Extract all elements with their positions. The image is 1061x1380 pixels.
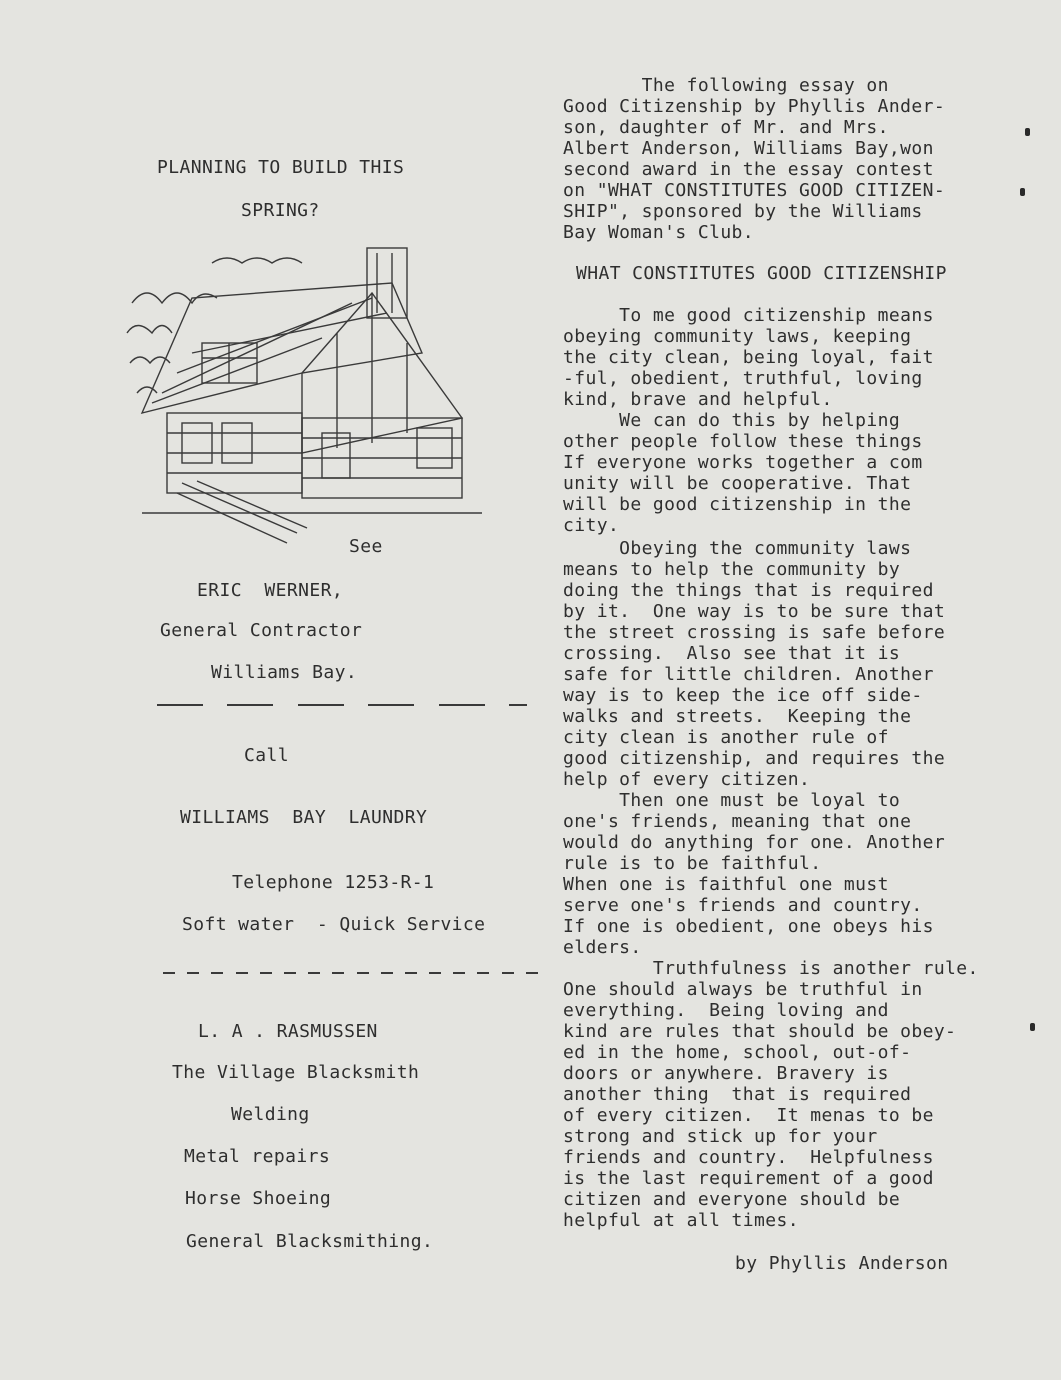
blacksmith-item: Metal repairs — [184, 1146, 331, 1167]
essay-body-line: another thing that is required — [563, 1084, 912, 1105]
essay-body-line: strong and stick up for your — [563, 1126, 878, 1147]
divider-2 — [163, 972, 538, 974]
essay-body-line: walks and streets. Keeping the — [563, 706, 912, 727]
essay-body-line: is the last requirement of a good — [563, 1168, 934, 1189]
essay-body-line: means to help the community by — [563, 559, 901, 580]
blacksmith-item: Welding — [231, 1104, 310, 1125]
margin-speck — [1020, 188, 1025, 196]
essay-body-line: One should always be truthful in — [563, 979, 923, 1000]
planning-heading-line1: PLANNING TO BUILD THIS — [157, 157, 405, 178]
essay-body-line: crossing. Also see that it is — [563, 643, 901, 664]
essay-intro-line: Good Citizenship by Phyllis Ander- — [563, 96, 946, 117]
essay-body-line: ed in the home, school, out-of- — [563, 1042, 912, 1063]
blacksmith-item: Horse Shoeing — [185, 1188, 332, 1209]
essay-body-line: help of every citizen. — [563, 769, 811, 790]
essay-body-line: the street crossing is safe before — [563, 622, 946, 643]
essay-body-line: -ful, obedient, truthful, loving — [563, 368, 923, 389]
essay-body-line: safe for little children. Another — [563, 664, 934, 685]
margin-speck — [1030, 1023, 1035, 1031]
margin-speck — [1025, 128, 1030, 136]
essay-body-line: If one is obedient, one obeys his — [563, 916, 934, 937]
essay-body-line: city. — [563, 515, 620, 536]
see-label: See — [349, 536, 383, 557]
essay-body-line: obeying community laws, keeping — [563, 326, 912, 347]
essay-body-line: way is to keep the ice off side- — [563, 685, 923, 706]
essay-title: WHAT CONSTITUTES GOOD CITIZENSHIP — [576, 263, 947, 284]
essay-body-line: unity will be cooperative. That — [563, 473, 912, 494]
essay-body-line: the city clean, being loyal, fait — [563, 347, 934, 368]
blacksmith-title: The Village Blacksmith — [172, 1062, 420, 1083]
laundry-service: Soft water - Quick Service — [182, 914, 486, 935]
laundry-name: WILLIAMS BAY LAUNDRY — [180, 807, 428, 828]
contractor-name: ERIC WERNER, — [197, 580, 344, 601]
essay-body-line: good citizenship, and requires the — [563, 748, 946, 769]
essay-body-line: If everyone works together a com — [563, 452, 923, 473]
essay-body-line: will be good citizenship in the — [563, 494, 912, 515]
contractor-title: General Contractor — [160, 620, 363, 641]
essay-body-line: by it. One way is to be sure that — [563, 601, 946, 622]
essay-intro-line: on "WHAT CONSTITUTES GOOD CITIZEN- — [563, 180, 946, 201]
essay-intro-line: second award in the essay contest — [563, 159, 934, 180]
essay-intro-line: SHIP", sponsored by the Williams — [563, 201, 923, 222]
essay-intro-line: son, daughter of Mr. and Mrs. — [563, 117, 889, 138]
essay-signature: by Phyllis Anderson — [735, 1253, 949, 1274]
essay-intro-line: Albert Anderson, Williams Bay,won — [563, 138, 934, 159]
laundry-telephone: Telephone 1253-R-1 — [232, 872, 435, 893]
essay-body-line: elders. — [563, 937, 642, 958]
essay-body-line: Obeying the community laws — [563, 538, 912, 559]
essay-body-line: everything. Being loving and — [563, 1000, 889, 1021]
essay-body-line: doing the things that is required — [563, 580, 934, 601]
essay-body-line: friends and country. Helpfulness — [563, 1147, 934, 1168]
essay-body-line: other people follow these things — [563, 431, 923, 452]
essay-body-line: of every citizen. It menas to be — [563, 1105, 934, 1126]
essay-body-line: rule is to be faithful. — [563, 853, 822, 874]
house-illustration — [122, 243, 492, 548]
essay-body-line: helpful at all times. — [563, 1210, 799, 1231]
essay-body-line: serve one's friends and country. — [563, 895, 923, 916]
essay-body-line: would do anything for one. Another — [563, 832, 946, 853]
essay-intro-line: The following essay on — [563, 75, 889, 96]
essay-body-line: kind, brave and helpful. — [563, 389, 833, 410]
essay-body-line: city clean is another rule of — [563, 727, 889, 748]
essay-body-line: citizen and everyone should be — [563, 1189, 901, 1210]
essay-body-line: kind are rules that should be obey- — [563, 1021, 957, 1042]
blacksmith-name: L. A . RASMUSSEN — [198, 1021, 378, 1042]
essay-body-line: doors or anywhere. Bravery is — [563, 1063, 889, 1084]
essay-intro-line: Bay Woman's Club. — [563, 222, 755, 243]
essay-body-line: To me good citizenship means — [563, 305, 934, 326]
contractor-location: Williams Bay. — [211, 662, 358, 683]
essay-body-line: Then one must be loyal to — [563, 790, 901, 811]
laundry-call: Call — [244, 745, 289, 766]
essay-body-line: When one is faithful one must — [563, 874, 889, 895]
essay-body-line: We can do this by helping — [563, 410, 901, 431]
divider-1 — [157, 704, 527, 706]
blacksmith-item: General Blacksmithing. — [186, 1231, 434, 1252]
essay-body-line: Truthfulness is another rule. — [563, 958, 979, 979]
planning-heading-line2: SPRING? — [241, 200, 320, 221]
essay-body-line: one's friends, meaning that one — [563, 811, 912, 832]
